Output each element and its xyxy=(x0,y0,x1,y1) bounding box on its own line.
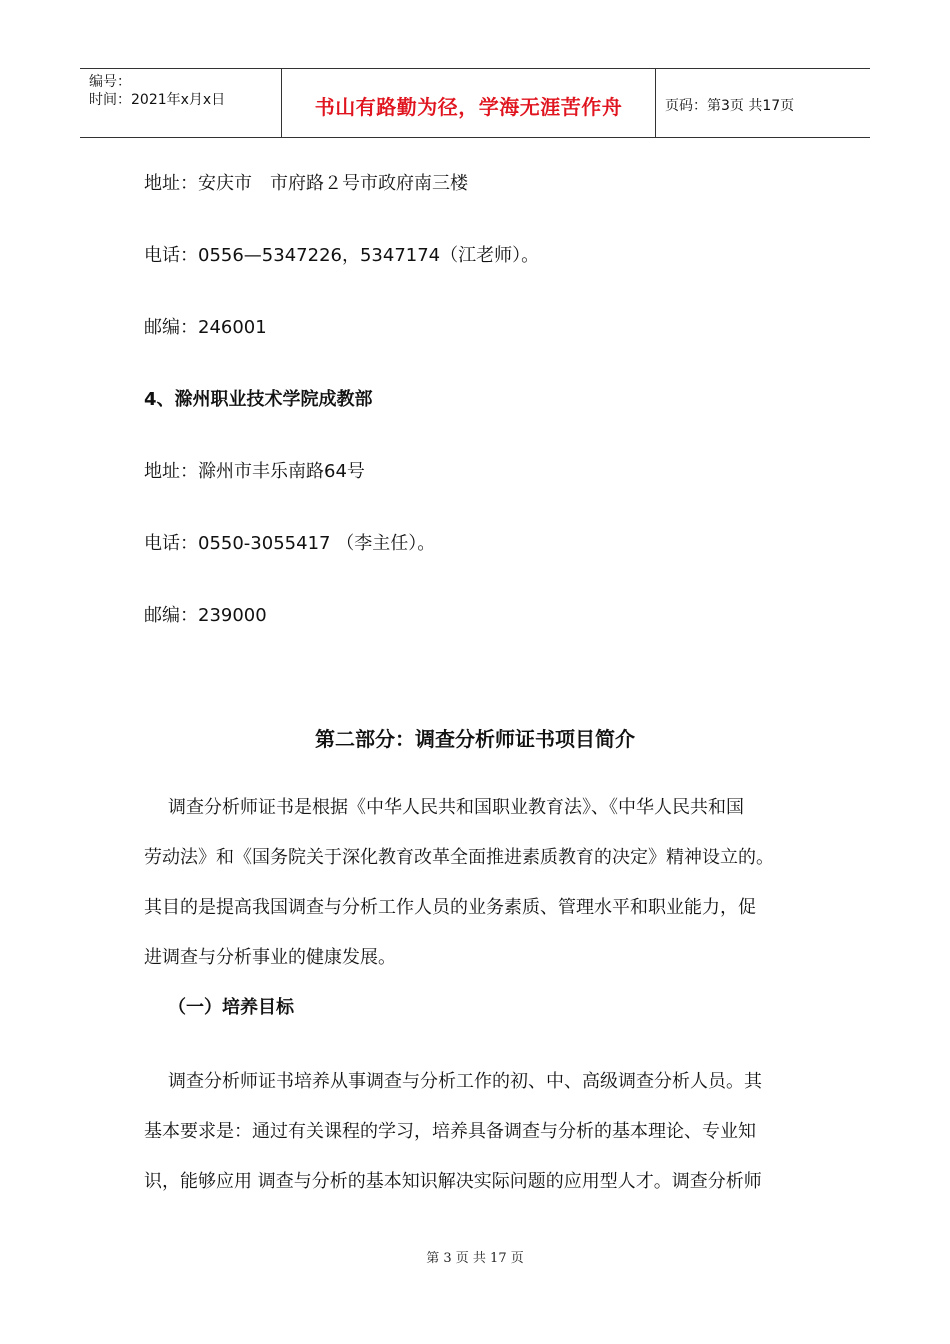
phone-line-1: 电话：0556—5347226，5347174（江老师）。 xyxy=(144,245,540,266)
address-line-1: 地址：安庆市 市府路２号市政府南三楼 xyxy=(144,173,468,194)
sub-heading: （一）培养目标 xyxy=(168,997,294,1018)
section-title: 第二部分：调查分析师证书项目简介 xyxy=(315,727,635,751)
header-left-cell xyxy=(80,69,281,137)
address-line-4: 地址：滁州市丰乐南路64号 xyxy=(144,461,365,482)
motto-text: 书山有路勤为径，学海无涯苦作舟 xyxy=(314,95,623,119)
page-header xyxy=(80,68,870,138)
page-info: 页码：第3页 共17页 xyxy=(665,98,795,114)
phone-line-4: 电话：0550-3055417 （李主任）。 xyxy=(144,533,436,554)
goal-line: 调查分析师证书培养从事调查与分析工作的初、中、高级调查分析人员。其 xyxy=(168,1071,762,1092)
code-label: 编号： xyxy=(89,74,131,90)
org-heading-4: 4、滁州职业技术学院成教部 xyxy=(144,389,373,410)
header-right-cell xyxy=(655,69,870,137)
zip-line-4: 邮编：239000 xyxy=(144,605,267,626)
page-footer: 第 3 页 共 17 页 xyxy=(426,1251,524,1266)
intro-line: 调查分析师证书是根据《中华人民共和国职业教育法》、《中华人民共和国 xyxy=(168,797,744,818)
time-label: 时间：2021年x月x日 xyxy=(89,92,226,108)
zip-line-1: 邮编：246001 xyxy=(144,317,267,338)
intro-line: 劳动法》和《国务院关于深化教育改革全面推进素质教育的决定》精神设立的。 xyxy=(144,847,774,868)
intro-line: 其目的是提高我国调查与分析工作人员的业务素质、管理水平和职业能力，促 xyxy=(144,897,756,918)
goal-line: 基本要求是：通过有关课程的学习，培养具备调查与分析的基本理论、专业知 xyxy=(144,1121,756,1142)
intro-line: 进调查与分析事业的健康发展。 xyxy=(144,947,396,968)
goal-line: 识，能够应用 调查与分析的基本知识解决实际问题的应用型人才。调查分析师 xyxy=(144,1171,762,1192)
header-middle-cell xyxy=(281,69,656,137)
